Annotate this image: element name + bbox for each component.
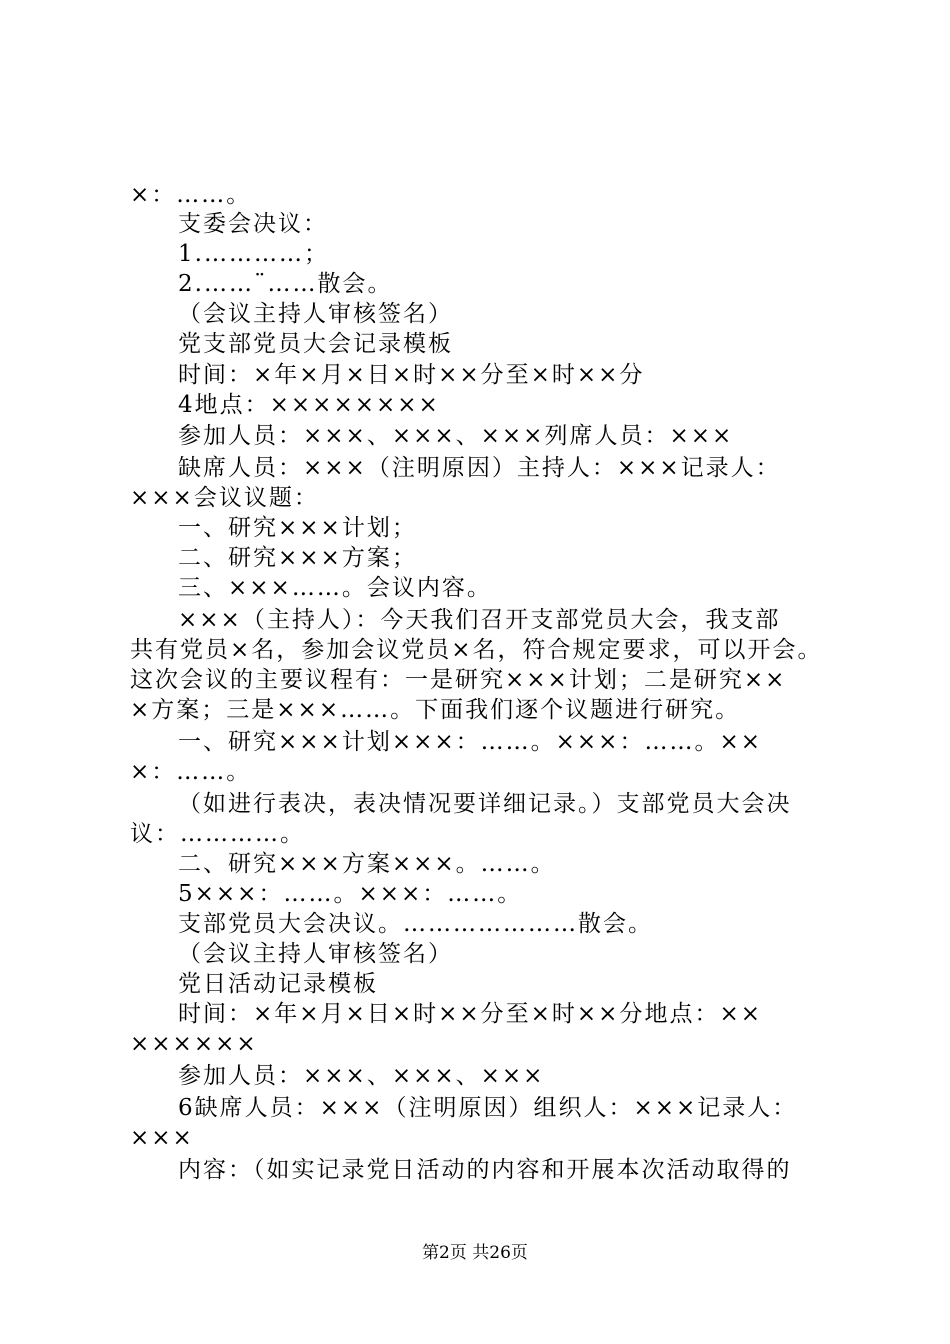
text-line: 4地点：×××××××× [178,392,440,418]
text-line: 支部党员大会决议。…………………散会。 [178,911,653,937]
text-line: ×××（主持人）：今天我们召开支部党员大会，我支部 [178,607,781,633]
text-line: 这次会议的主要议程有：一是研究×××计划；二是研究×× [130,667,787,693]
text-line: 共有党员×名，参加会议党员×名，符合规定要求，可以开会。 [130,637,823,663]
text-line: （会议主持人审核签名） [178,941,453,967]
text-line: 一、研究×××计划×××：……。×××：……。×× [178,729,762,755]
text-line: 1.…………； [178,241,329,267]
text-line: 三、×××……。会议内容。 [178,575,492,601]
text-line: ×××××× [130,1031,258,1057]
text-line: 一、研究×××计划； [178,515,417,541]
text-line: 时间：×年×月×日×时××分至×时××分地点：×× [178,1001,762,1027]
text-line: 参加人员：×××、×××、××× [178,1063,545,1089]
text-line: ×××会议议题： [130,485,319,511]
text-line: （如进行表决，表决情况要详细记录。）支部党员大会决 [178,791,792,817]
text-line: 议：…………。 [130,821,305,847]
text-line: 二、研究×××方案×××。……。 [178,851,556,877]
text-line: 2.……¨……散会。 [178,271,393,297]
section-heading: 党日活动记录模板 [178,971,378,997]
text-line: ××× [130,1125,194,1151]
text-line: 6缺席人员：×××（注明原因）组织人：×××记录人： [178,1095,798,1121]
text-line: 内容：（如实记录党日活动的内容和开展本次活动取得的 [178,1157,792,1183]
text-line: ×：……。 [130,759,252,785]
text-line: 参加人员：×××、×××、×××列席人员：××× [178,423,734,449]
page-number-footer: 第2页 共26页 [422,1243,528,1263]
text-line: 支委会决议： [178,211,328,237]
text-line: ×：……。 [130,182,252,208]
text-line: （会议主持人审核签名） [178,301,453,327]
section-heading: 党支部党员大会记录模板 [178,331,453,357]
text-line: 缺席人员：×××（注明原因）主持人：×××记录人： [178,455,781,481]
text-line: 5×××：……。×××：……。 [178,881,523,907]
text-line: ×方案；三是×××……。下面我们逐个议题进行研究。 [130,697,741,723]
text-line: 时间：×年×月×日×时××分至×时××分 [178,362,645,388]
text-line: 二、研究×××方案； [178,545,417,571]
